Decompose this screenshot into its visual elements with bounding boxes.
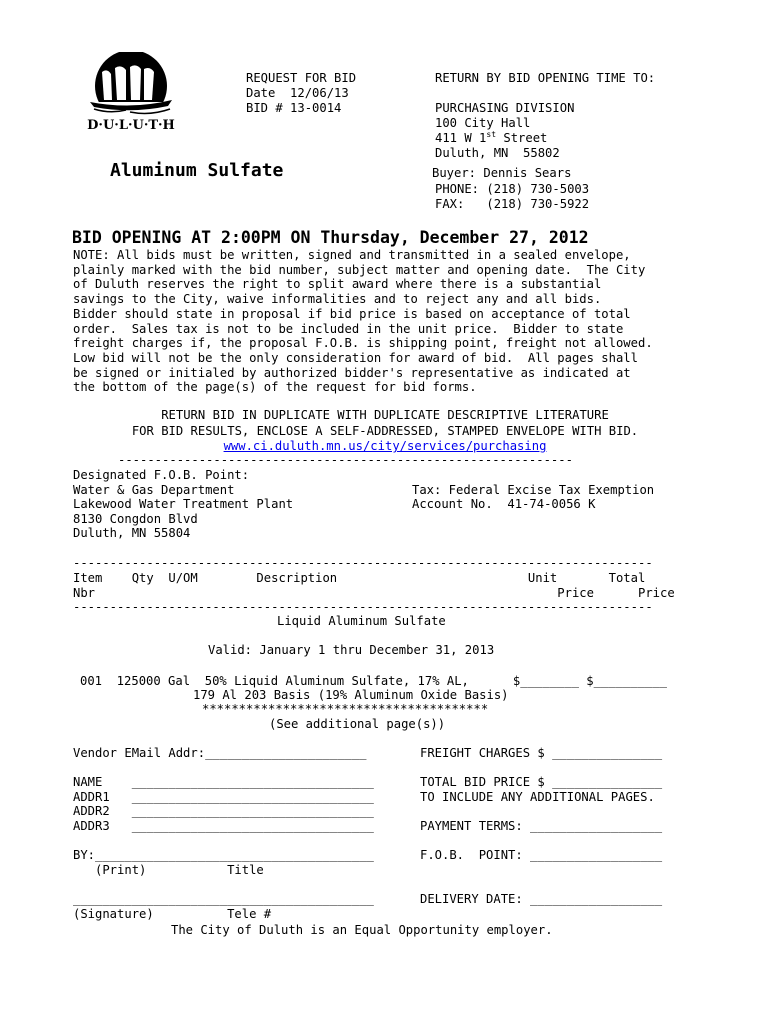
fob-line-3: 8130 Congdon Blvd (73, 512, 198, 526)
fob-label: Designated F.O.B. Point: (73, 468, 250, 482)
fob-line-1: Water & Gas Department (73, 483, 235, 497)
phone-number: PHONE: (218) 730-5003 (435, 182, 590, 196)
table-header: Item Qty U/OM Description Unit Total Nbr Price Price (73, 571, 675, 600)
tax-account-number: Account No. 41-74-0056 K (412, 497, 596, 511)
vendor-form-left: Vendor EMail Addr:______________________ NAME _________________________________ ADDR1 _________________________________ ADDR2 _________________________________ ADDR3 _________________________________ BY:______________________________________ (Print) Title _________________________________________ (Signature) Tele # (73, 746, 374, 921)
document-title: Aluminum Sulfate (110, 160, 284, 181)
item-description-continued: 179 Al 203 Basis (19% Aluminum Oxide Basis) (193, 688, 509, 702)
city-state-zip: Duluth, MN 55802 (435, 146, 560, 160)
logo-wordmark: D·U·L·U·T·H (87, 118, 175, 133)
bid-opening-headline: BID OPENING AT 2:00PM ON Thursday, December 27, 2012 (72, 228, 589, 247)
return-instructions-1: RETURN BID IN DUPLICATE WITH DUPLICATE DESCRIPTIVE LITERATURE (161, 408, 609, 422)
fob-line-2: Lakewood Water Treatment Plant (73, 497, 294, 511)
purchasing-website-link[interactable]: www.ci.duluth.mn.us/city/services/purchasing (223, 439, 547, 453)
divider-long-bottom: ------------------------------------------------------------------------------- (73, 600, 653, 614)
vendor-form-right: FREIGHT CHARGES $ _______________ TOTAL BID PRICE $ _______________ TO INCLUDE ANY ADDITIONAL PAGES. PAYMENT TERMS: __________________ F.O.B. POINT: __________________ DELIVERY DATE: __________________ (420, 746, 663, 906)
bid-number: BID # 13-0014 (246, 101, 342, 115)
street-address: 411 W 1st Street (435, 130, 548, 145)
return-instructions-2: FOR BID RESULTS, ENCLOSE A SELF-ADDRESSED, STAMPED ENVELOPE WITH BID. (131, 424, 639, 438)
bid-date: Date 12/06/13 (246, 86, 349, 100)
divider-long-top: ------------------------------------------------------------------------------- (73, 556, 653, 570)
valid-period: Valid: January 1 thru December 31, 2013 (208, 643, 495, 657)
purchasing-division: PURCHASING DIVISION (435, 101, 575, 115)
product-name: Liquid Aluminum Sulfate (277, 614, 446, 628)
tax-exemption: Tax: Federal Excise Tax Exemption (412, 483, 655, 497)
equal-opportunity-footer: The City of Duluth is an Equal Opportunity employer. (171, 923, 553, 937)
fax-number: FAX: (218) 730-5922 (435, 197, 590, 211)
stars-separator: *************************************** (202, 702, 489, 716)
buyer-name: Buyer: Dennis Sears (432, 166, 572, 180)
bid-note-paragraph: NOTE: All bids must be written, signed and transmitted in a sealed envelope, plainly marked with the bid number, subject matter and opening date. The City of Duluth reserves the right to split award where there is a substantial savings to the City, waive informalities and to reject any and all bids. Bidder should state in proposal if bid price is based on acceptance of total order. Sales tax is not to be included in the unit price. Bidder to state freight charges if, the proposal F.O.B. is shipping point, freight not allowed. Low bid will not be the only consideration for award of bid. All pages shall be signed or initialed by authorized bidder's representative as indicated at the bottom of the page(s) of the request for bid forms. (73, 248, 653, 395)
request-for-bid-label: REQUEST FOR BID (246, 71, 357, 85)
city-hall: 100 City Hall (435, 116, 531, 130)
divider-short: -------------------------------------------------------------- (118, 453, 573, 467)
see-additional-pages: (See additional page(s)) (269, 717, 446, 731)
table-row: 001 125000 Gal 50% Liquid Aluminum Sulfate, 17% AL, $________ $__________ (80, 674, 667, 688)
return-by-label: RETURN BY BID OPENING TIME TO: (435, 71, 656, 85)
fob-line-4: Duluth, MN 55804 (73, 526, 191, 540)
